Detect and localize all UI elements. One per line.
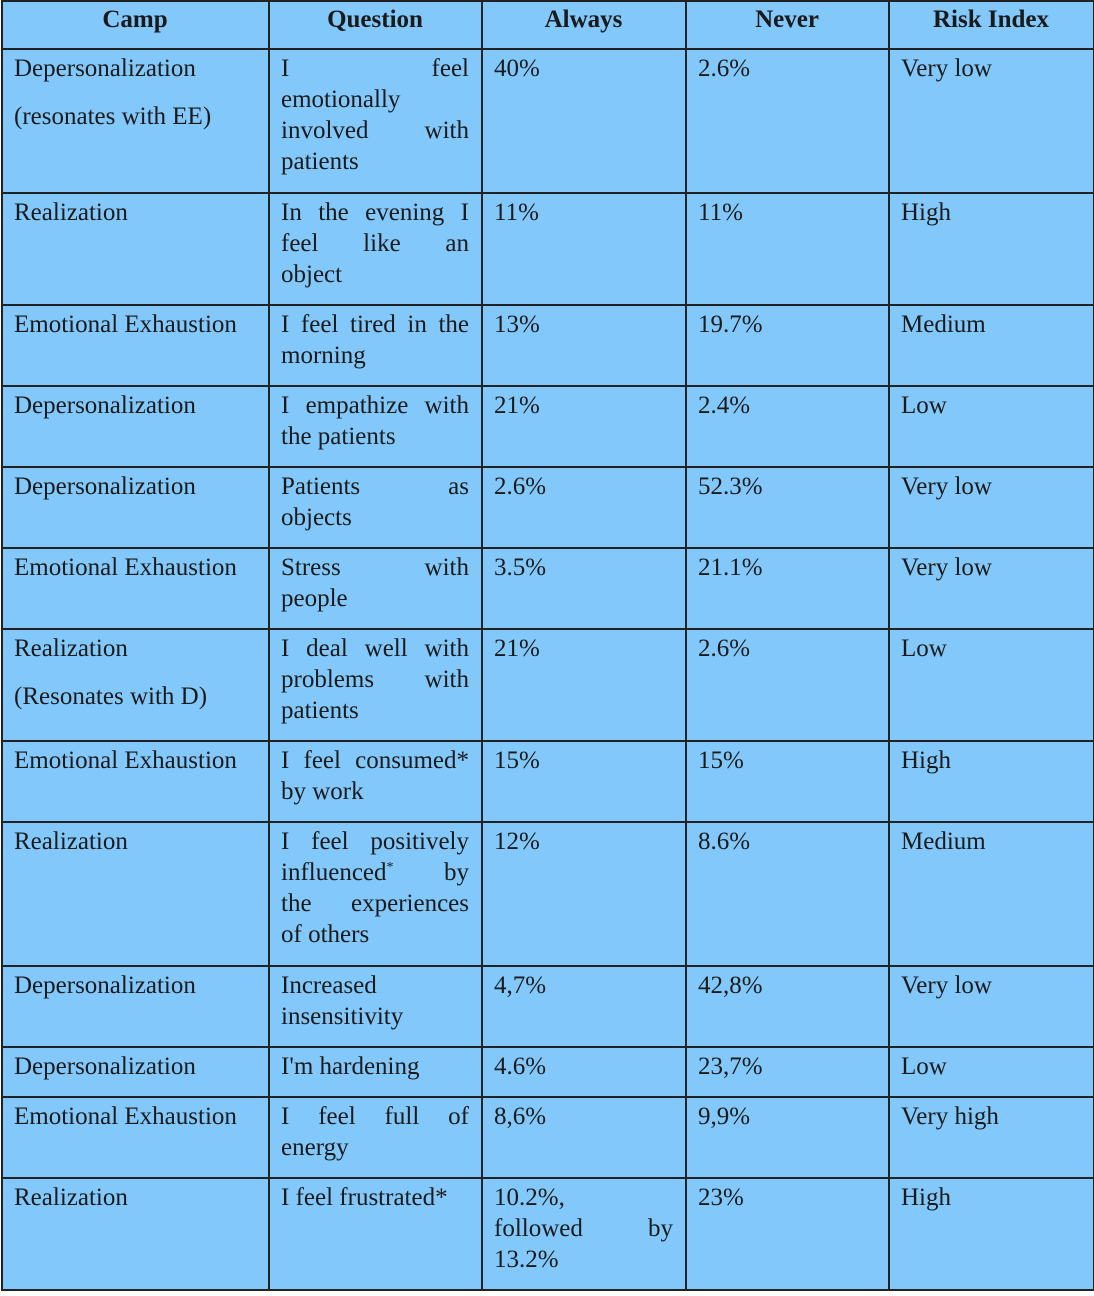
question-cell [269, 1097, 482, 1178]
never-cell: 42,8% [686, 966, 889, 1047]
camp-label: Emotional Exhaustion [14, 311, 237, 338]
question-cell [269, 467, 482, 548]
table-row [2, 966, 1094, 1047]
question-line: people [281, 585, 348, 612]
question-line: energy [281, 1134, 349, 1161]
never-cell: 21.1% [686, 548, 889, 629]
question-line: problems with [281, 666, 469, 693]
table-row [2, 629, 1094, 741]
question-line: I feel positively [281, 828, 469, 855]
risk-cell: High [889, 193, 1094, 305]
never-cell: 23,7% [686, 1047, 889, 1097]
camp-note: (Resonates with D) [14, 683, 208, 710]
question-line: object [281, 261, 343, 288]
table-row [2, 1178, 1094, 1290]
risk-cell: High [889, 1178, 1094, 1290]
table-row [2, 193, 1094, 305]
never-cell: 11% [686, 193, 889, 305]
always-cell [482, 1178, 686, 1290]
question-line: the experiences [281, 890, 469, 917]
camp-cell [2, 1097, 269, 1178]
camp-cell [2, 193, 269, 305]
question-line: I'm hardening [281, 1053, 420, 1080]
never-cell: 8.6% [686, 822, 889, 966]
never-cell: 23% [686, 1178, 889, 1290]
always-line: followed by [494, 1215, 673, 1242]
question-line: Patients as [281, 473, 469, 500]
question-line: morning [281, 342, 366, 369]
header-question: Question [269, 1, 482, 49]
camp-label: Realization [14, 635, 128, 662]
question-cell [269, 629, 482, 741]
camp-label: Depersonalization [14, 473, 196, 500]
camp-note: (resonates with EE) [14, 103, 212, 130]
always-cell: 13% [482, 305, 686, 386]
camp-cell [2, 1178, 269, 1290]
question-line: I feel frustrated* [281, 1184, 448, 1211]
risk-cell: Very low [889, 548, 1094, 629]
table-row [2, 548, 1094, 629]
camp-cell [2, 966, 269, 1047]
question-line: I empathize with [281, 392, 469, 419]
camp-label: Emotional Exhaustion [14, 747, 237, 774]
always-line: 10.2%, [494, 1184, 565, 1211]
risk-cell: Low [889, 629, 1094, 741]
risk-cell: Low [889, 386, 1094, 467]
always-cell: 8,6% [482, 1097, 686, 1178]
risk-cell: Very high [889, 1097, 1094, 1178]
always-line: 13.2% [494, 1246, 559, 1273]
camp-label: Realization [14, 199, 128, 226]
always-cell: 4,7% [482, 966, 686, 1047]
table-row [2, 49, 1094, 193]
table-row [2, 1047, 1094, 1097]
camp-cell [2, 548, 269, 629]
risk-cell: Low [889, 1047, 1094, 1097]
risk-cell: Very low [889, 966, 1094, 1047]
never-cell: 52.3% [686, 467, 889, 548]
camp-label: Depersonalization [14, 972, 196, 999]
question-cell [269, 966, 482, 1047]
header-risk-index: Risk Index [889, 1, 1094, 49]
always-cell: 15% [482, 741, 686, 822]
question-line: In the evening I [281, 199, 469, 226]
never-cell: 9,9% [686, 1097, 889, 1178]
never-cell: 15% [686, 741, 889, 822]
camp-cell [2, 629, 269, 741]
always-cell: 12% [482, 822, 686, 966]
question-fragment [281, 857, 394, 888]
question-cell [269, 548, 482, 629]
question-line: patients [281, 697, 359, 724]
header-always: Always [482, 1, 686, 49]
question-line: patients [281, 148, 359, 175]
question-cell [269, 1178, 482, 1290]
always-cell: 11% [482, 193, 686, 305]
never-cell: 2.6% [686, 49, 889, 193]
question-cell [269, 386, 482, 467]
question-fragment-text: influenced [281, 859, 387, 886]
never-cell: 2.6% [686, 629, 889, 741]
question-cell [269, 1047, 482, 1097]
header-camp: Camp [2, 1, 269, 49]
camp-label: Realization [14, 828, 128, 855]
question-line: I feel consumed* [281, 747, 469, 774]
camp-cell [2, 386, 269, 467]
question-line: insensitivity [281, 1003, 404, 1030]
question-line: I feel full of [281, 1103, 469, 1130]
question-line: Increased [281, 972, 377, 999]
header-never: Never [686, 1, 889, 49]
question-line: of others [281, 921, 370, 948]
risk-cell: High [889, 741, 1094, 822]
camp-cell [2, 1047, 269, 1097]
question-line: I feel tired in the [281, 311, 469, 338]
question-line: involved with [281, 117, 469, 144]
table-row [2, 467, 1094, 548]
camp-label: Depersonalization [14, 1053, 196, 1080]
camp-label: Emotional Exhaustion [14, 554, 237, 581]
camp-label: Emotional Exhaustion [14, 1103, 237, 1130]
risk-cell: Medium [889, 305, 1094, 386]
question-cell [269, 49, 482, 193]
table-row [2, 305, 1094, 386]
camp-cell [2, 49, 269, 193]
camp-cell [2, 822, 269, 966]
table-row [2, 822, 1094, 966]
table-row [2, 386, 1094, 467]
always-cell: 2.6% [482, 467, 686, 548]
question-line: I deal well with [281, 635, 469, 662]
question-cell [269, 741, 482, 822]
camp-cell [2, 305, 269, 386]
camp-label: Realization [14, 1184, 128, 1211]
question-cell [269, 193, 482, 305]
footnote-marker: * [386, 860, 394, 875]
never-cell: 19.7% [686, 305, 889, 386]
always-cell: 40% [482, 49, 686, 193]
question-line: feel like an [281, 230, 469, 257]
always-cell: 3.5% [482, 548, 686, 629]
question-line: the patients [281, 423, 396, 450]
table-row [2, 1097, 1094, 1178]
question-cell [269, 305, 482, 386]
risk-cell: Very low [889, 467, 1094, 548]
camp-label: Depersonalization [14, 55, 196, 82]
risk-cell: Very low [889, 49, 1094, 193]
question-line-split [281, 857, 469, 888]
risk-cell: Medium [889, 822, 1094, 966]
question-line: emotionally [281, 86, 401, 113]
always-cell: 4.6% [482, 1047, 686, 1097]
question-fragment: by [444, 859, 469, 886]
always-cell: 21% [482, 629, 686, 741]
question-line: by work [281, 778, 364, 805]
camp-label: Depersonalization [14, 392, 196, 419]
question-line: I feel [281, 55, 469, 82]
header-row [2, 1, 1094, 49]
camp-cell [2, 741, 269, 822]
burnout-survey-table [1, 0, 1094, 1291]
question-line: Stress with [281, 554, 469, 581]
question-cell [269, 822, 482, 966]
table-row [2, 741, 1094, 822]
camp-cell [2, 467, 269, 548]
never-cell: 2.4% [686, 386, 889, 467]
always-cell: 21% [482, 386, 686, 467]
question-line: objects [281, 504, 352, 531]
